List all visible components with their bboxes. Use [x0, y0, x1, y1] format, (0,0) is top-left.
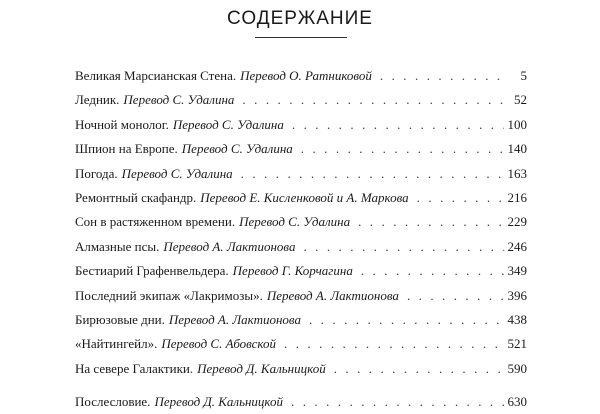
toc-entry-page: 349 — [507, 263, 527, 279]
dot-leader — [301, 137, 504, 161]
toc-entry-title: Ледник. — [75, 92, 120, 108]
toc-entry[interactable] — [75, 113, 527, 137]
toc-entry[interactable] — [75, 88, 527, 112]
toc-entry-title: Погода. — [75, 165, 118, 181]
toc-entry-title: Алмазные псы. — [75, 238, 160, 254]
dot-leader — [309, 308, 504, 332]
dot-leader — [334, 357, 504, 381]
toc-entry-title: Бирюзовые дни. — [75, 311, 165, 327]
dot-leader — [417, 186, 504, 210]
toc-entry-translator: Перевод С. Удалина — [239, 214, 351, 230]
toc-entry-translator: Перевод С. Удалина — [121, 165, 233, 181]
dot-leader — [361, 259, 504, 283]
toc-entry-page: 246 — [507, 238, 527, 254]
toc-entry-page: 521 — [507, 336, 527, 352]
toc-entry[interactable] — [75, 162, 527, 186]
toc-entry-page: 229 — [507, 214, 527, 230]
toc-entry-title: Бестиарий Графенвельдера. — [75, 263, 229, 279]
dot-leader — [358, 210, 503, 234]
dot-leader — [407, 284, 504, 308]
toc-entry-page: 630 — [507, 394, 527, 410]
toc-entry-translator: Перевод С. Удалина — [172, 116, 284, 132]
dot-leader — [303, 235, 503, 259]
toc-entry-translator: Перевод Д. Кальницкой — [154, 394, 284, 410]
toc-entry-translator: Перевод С. Удалина — [181, 141, 293, 157]
dot-leader — [380, 64, 505, 88]
title-divider — [255, 37, 347, 38]
toc-entry-translator: Перевод А. Лактионова — [168, 311, 301, 327]
toc-entry-translator: Перевод Е. Кисленковой и А. Маркова — [200, 189, 409, 205]
toc-entry-title: Сон в растяженном времени. — [75, 214, 236, 230]
toc-entry[interactable] — [75, 210, 527, 234]
table-of-contents — [75, 64, 527, 414]
toc-entry-translator: Перевод А. Лактионова — [266, 287, 399, 303]
toc-entry-translator: Перевод Г. Корчагина — [232, 263, 353, 279]
toc-entry[interactable] — [75, 137, 527, 161]
toc-entry-translator: Перевод А. Лактионова — [163, 238, 296, 254]
toc-entry-page: 5 — [520, 68, 527, 83]
toc-entry[interactable] — [75, 64, 527, 88]
toc-entry[interactable] — [75, 357, 527, 381]
dot-leader — [291, 390, 503, 414]
toc-entry-afterword[interactable] — [75, 390, 527, 414]
toc-entry-page: 590 — [507, 360, 527, 376]
toc-entry-translator: Перевод О. Ратниковой — [240, 68, 372, 83]
dot-leader — [242, 88, 505, 112]
toc-entry-page: 100 — [507, 116, 527, 132]
toc-entry[interactable] — [75, 332, 527, 356]
toc-entry[interactable] — [75, 308, 527, 332]
toc-entry-title: «Найтингейл». — [75, 336, 158, 352]
toc-entry-translator: Перевод С. Абовской — [161, 336, 277, 352]
toc-entry-title: Послесловие. — [75, 394, 151, 410]
toc-entry[interactable] — [75, 259, 527, 283]
toc-entry-title: Шпион на Европе. — [75, 141, 178, 157]
toc-entry[interactable] — [75, 186, 527, 210]
toc-entry-page: 163 — [507, 165, 527, 181]
toc-entry-page: 52 — [514, 92, 527, 108]
toc-entry-title: Ремонтный скафандр. — [75, 189, 197, 205]
dot-leader — [284, 332, 503, 356]
toc-entry-page: 396 — [507, 287, 527, 303]
toc-entry[interactable] — [75, 284, 527, 308]
toc-entry-title: Ночной монолог. — [75, 116, 169, 132]
toc-entry-translator: Перевод Д. Кальницкой — [197, 360, 326, 376]
dot-leader — [241, 162, 504, 186]
toc-entry-title: Великая Марсианская Стена. — [75, 68, 237, 83]
toc-entry-page: 140 — [507, 141, 527, 157]
toc-entry-translator: Перевод С. Удалина — [123, 92, 235, 108]
toc-entry-page: 216 — [507, 189, 527, 205]
page-title: СОДЕРЖАНИЕ — [227, 8, 373, 29]
toc-entry-page: 438 — [507, 311, 527, 327]
toc-entry-title: На севере Галактики. — [75, 360, 194, 376]
toc-entry-title: Последний экипаж «Лакримозы». — [75, 287, 263, 303]
dot-leader — [292, 113, 504, 137]
toc-entry[interactable] — [75, 235, 527, 259]
